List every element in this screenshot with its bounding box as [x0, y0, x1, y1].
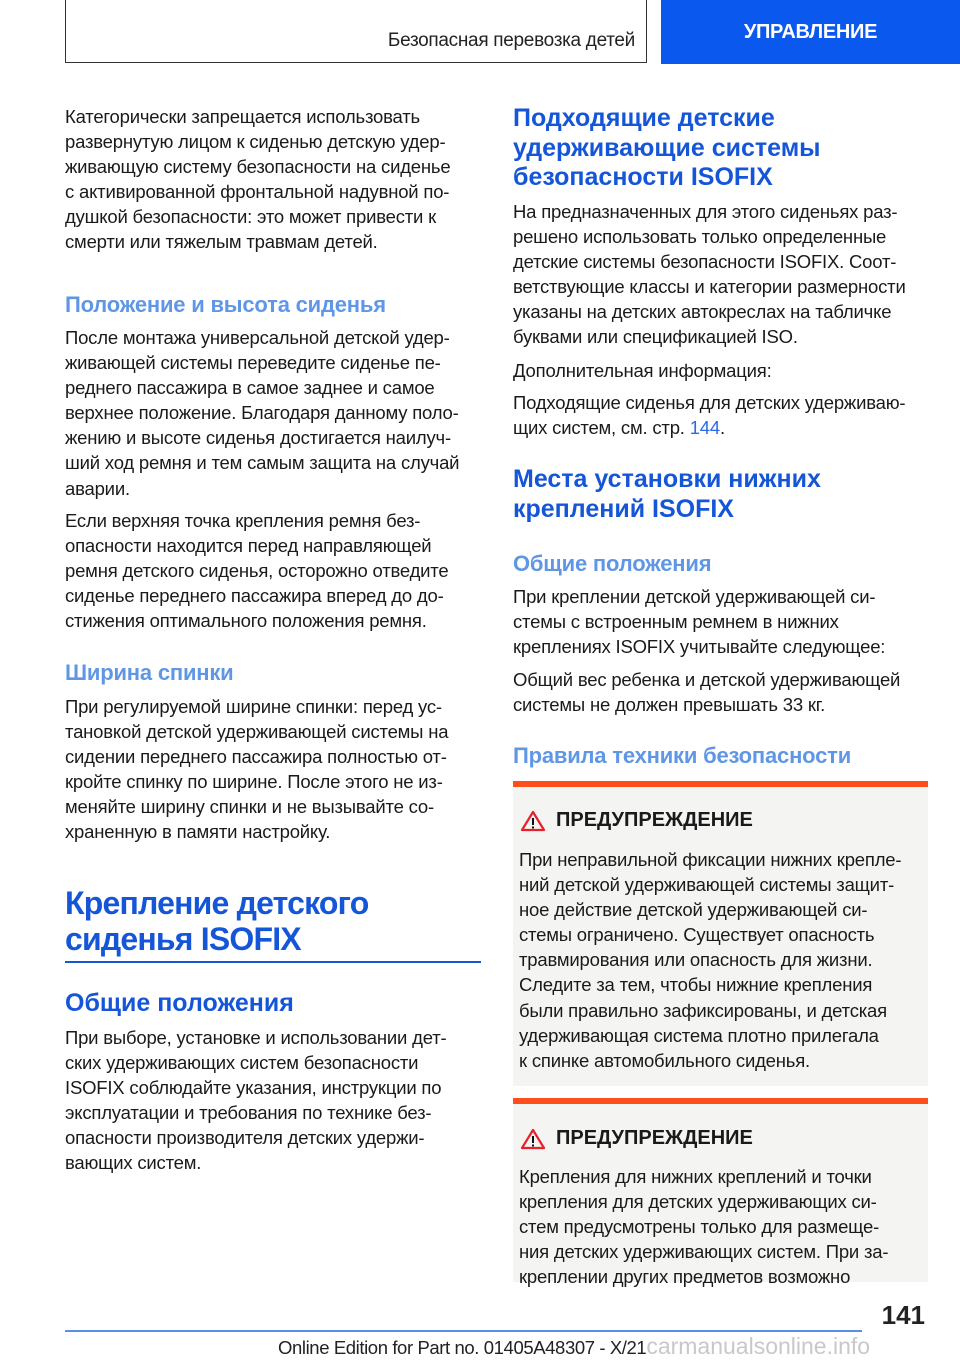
backrest-paragraph — [65, 694, 448, 845]
text-line: На предназначенных для этого сиденьях раз- — [513, 201, 898, 222]
text-line: сиденья ISOFIX — [65, 921, 301, 957]
text-line: Крепления для нижних креплений и точки — [519, 1166, 872, 1187]
text-line: ветствующие классы и категории размерности — [513, 276, 906, 298]
text-line: душкой безопасности: это может привести к — [65, 206, 437, 228]
text-line: были правильно зафиксированы, и детская — [519, 999, 887, 1021]
heading-general-left: Общие положения — [65, 989, 294, 1017]
text-line: Если верхняя точка крепления ремня без- — [65, 510, 421, 531]
text-line: Подходящие детские — [513, 104, 775, 132]
warning-title-row — [520, 1127, 753, 1150]
warning-triangle-icon — [520, 810, 546, 832]
text-line: Места установки нижних — [513, 465, 821, 493]
heading-safety-rules: Правила техники безопасности — [513, 743, 852, 768]
more-info-paragraph: Дополнительная информация: — [513, 360, 772, 381]
text-line: ния детских удерживающих систем. При за- — [519, 1241, 889, 1263]
seat-paragraph-1 — [65, 325, 459, 501]
text-line: Следите за тем, чтобы нижние крепления — [519, 974, 873, 996]
warning-text-2 — [519, 1164, 888, 1289]
suitable-seats-paragraph — [513, 390, 905, 440]
text-line: ремня детского сиденья, осторожно отведите — [65, 560, 449, 582]
chapter-tab[interactable] — [661, 0, 960, 64]
text-line: удерживающие системы — [513, 133, 821, 162]
warning-title: ПРЕДУПРЕЖДЕНИЕ — [556, 809, 753, 831]
text-line: стемы ограничено. Существует опасность — [519, 924, 875, 946]
suitable-seats-line: Подходящие сиденья для детских удерживаю- — [513, 392, 906, 413]
page-link-144[interactable]: 144 — [689, 417, 720, 439]
section-title: Безопасная перевозка детей — [387, 30, 635, 51]
intro-paragraph — [65, 104, 450, 255]
text-line: креплении других предметов возможно — [519, 1266, 851, 1288]
heading-general-right: Общие положения — [513, 551, 712, 576]
warning-title: ПРЕДУПРЕЖДЕНИЕ — [556, 1127, 753, 1149]
text-line: ший ход ремня и тем самым защита на случай — [65, 452, 460, 474]
seat-paragraph-2 — [65, 508, 448, 633]
warning-box-2 — [513, 1098, 928, 1288]
text-line: живающую систему безопасности на сиденье — [65, 156, 451, 178]
text-line: Общий вес ребенка и детской удерживающей — [513, 669, 901, 690]
text-line: системы не должен превышать 33 кг. — [513, 694, 826, 716]
suitable-paragraph — [513, 199, 906, 350]
text-line: ний детской удерживающей системы защит- — [519, 874, 895, 896]
text-line: креплений ISOFIX — [513, 494, 734, 523]
text-line: к спинке автомобильного сиденья. — [519, 1049, 810, 1071]
text-line: смерти или тяжелым травмам детей. — [65, 231, 378, 253]
footer-text — [278, 1333, 870, 1360]
text-line: удерживающая система плотно прилегала — [519, 1024, 879, 1046]
text-line: указаны на детских автокреслах на табличке — [513, 301, 892, 323]
text-line: меняйте ширину спинки и не вызывайте со- — [65, 796, 434, 818]
text-line: опасности производителя детских удержи- — [65, 1127, 425, 1149]
warning-text-1 — [519, 847, 901, 1073]
text-line: решено использовать только определенные — [513, 226, 887, 248]
text-line: травмирования или опасность для жизни. — [519, 949, 873, 971]
text-line: храненную в памяти настройку. — [65, 821, 331, 843]
text-line: креплениях ISOFIX учитывайте следующее: — [513, 636, 886, 658]
text-line: буквами или спецификацией ISO. — [513, 326, 798, 348]
heading-suitable-isofix — [513, 104, 821, 193]
text-line: реднего пассажира в самое заднее и самое — [65, 377, 435, 399]
text-line: детские системы безопасности ISOFIX. Соот- — [513, 251, 897, 273]
text-line: верхнее положение. Благодаря данному поло- — [65, 402, 459, 424]
text-line: вающих систем. — [65, 1152, 202, 1174]
text-line: Крепление детского — [65, 885, 369, 921]
text-line: безопасности ISOFIX — [513, 163, 773, 191]
warning-title-row — [520, 809, 753, 832]
heading-backrest-width: Ширина спинки — [65, 660, 234, 685]
text-line: развернутую лицом к сиденью детскую удер- — [65, 131, 446, 153]
text-line: аварии. — [65, 477, 130, 499]
text-line: сиденье переднего пассажира вперед до до- — [65, 585, 444, 607]
period: . — [719, 417, 725, 439]
text-line: При регулируемой ширине спинки: перед ус- — [65, 696, 442, 717]
footer-rule — [65, 1330, 862, 1332]
text-line: кройте спинку по ширине. После этого не из- — [65, 771, 443, 793]
text-line: стемы с встроенным ремнем в нижних — [513, 611, 839, 633]
general-paragraph-left — [65, 1025, 446, 1176]
text-line: опасности находится перед направляющей — [65, 535, 432, 557]
text-line: жению и высоте сиденья достигается наилуч- — [65, 427, 451, 449]
text-line: Категорически запрещается использовать — [65, 106, 420, 127]
text-line: стижения оптимального положения ремня. — [65, 610, 427, 632]
suitable-seats-line — [513, 415, 905, 440]
page-number: 141 — [881, 1300, 925, 1330]
chapter-tab-label: УПРАВЛЕНИЕ — [743, 20, 878, 43]
text-line: крепления для детских удерживающих си- — [519, 1191, 877, 1213]
text-line: стем предусмотрены только для размеще- — [519, 1216, 880, 1238]
suitable-seats-text: щих систем, см. стр. — [513, 417, 690, 439]
text-line: При креплении детской удерживающей си- — [513, 586, 876, 607]
warning-triangle-icon — [520, 1128, 546, 1150]
general-paragraph-right-1 — [513, 584, 885, 659]
heading-isofix-mount — [65, 885, 369, 957]
watermark: carmanualsonline.info — [646, 1333, 871, 1359]
text-line: При выборе, установке и использовании дет- — [65, 1027, 447, 1048]
edition-text: Online Edition for Part no. 01405A48307 - X/21 — [278, 1337, 647, 1358]
text-line: ISOFIX соблюдайте указания, инструкции по — [65, 1077, 442, 1099]
heading-lower-anchors — [513, 465, 821, 524]
text-line: живающей системы переведите сиденье пе- — [65, 352, 441, 374]
text-line: При неправильной фиксации нижних крепле- — [519, 849, 902, 870]
text-line: После монтажа универсальной детской удер- — [65, 327, 450, 348]
text-line: эксплуатации и требования по технике без- — [65, 1102, 432, 1124]
text-line: ских удерживающих систем безопасности — [65, 1052, 419, 1074]
text-line: сидении переднего пассажира полностью от- — [65, 746, 447, 768]
text-line: с активированной фронтальной надувной по- — [65, 181, 450, 203]
heading-rule — [65, 961, 481, 963]
heading-seat-position: Положение и высота сиденья — [65, 292, 386, 317]
general-paragraph-right-2 — [513, 667, 900, 717]
warning-box-1 — [513, 781, 928, 1086]
text-line: ное действие детской удерживающей си- — [519, 899, 868, 921]
text-line: тановкой детской удерживающей системы на — [65, 721, 449, 743]
